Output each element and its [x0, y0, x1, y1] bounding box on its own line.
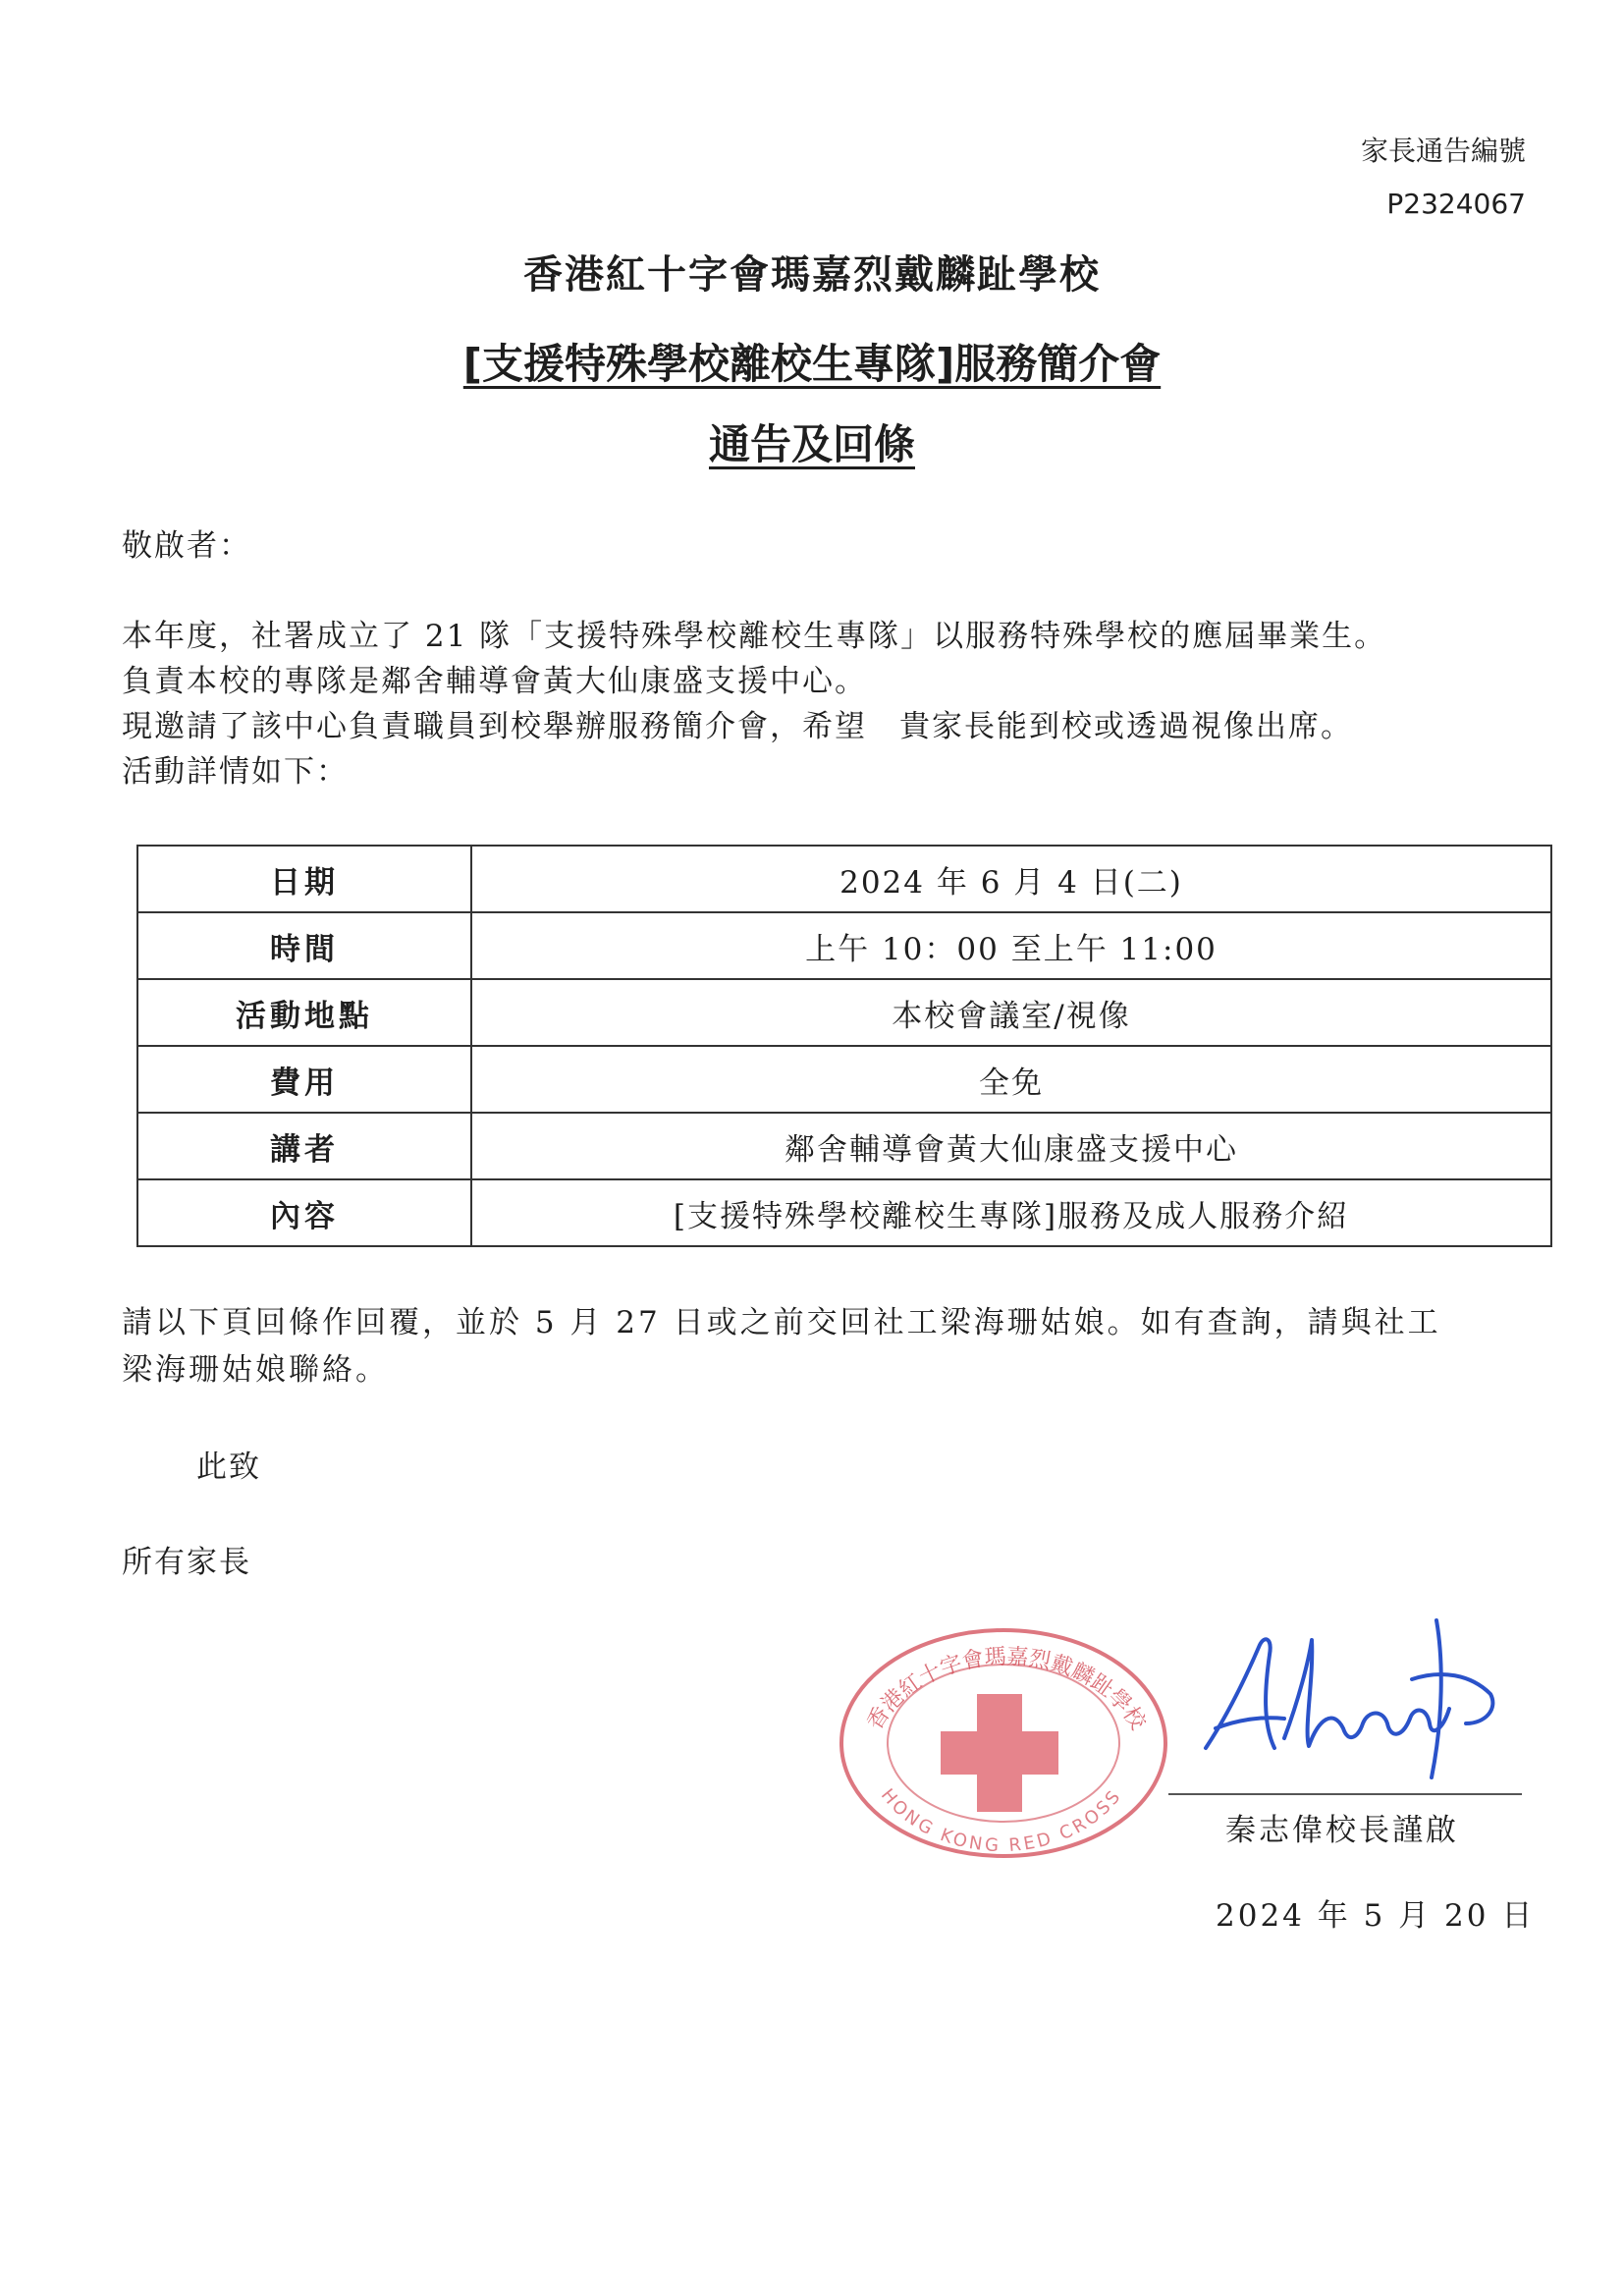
table-row	[137, 1046, 1551, 1113]
notice-subtitle-text: 通告及回條	[708, 420, 915, 468]
notice-subtitle	[0, 412, 1624, 471]
table-row	[137, 1179, 1551, 1246]
body-paragraph	[122, 614, 1386, 794]
recipient: 所有家長	[122, 1545, 251, 1580]
signatory: 秦志偉校長謹啟	[1225, 1813, 1459, 1848]
table-row	[137, 979, 1551, 1046]
closing: 此致	[196, 1449, 261, 1485]
row-label: 講者	[137, 1113, 471, 1179]
row-label: 活動地點	[137, 979, 471, 1046]
row-value: 上午 10：00 至上午 11:00	[471, 912, 1551, 979]
table-row	[137, 846, 1551, 912]
notice-title	[0, 332, 1624, 391]
seal-text-top: 香港紅十字會瑪嘉烈戴麟趾學校	[862, 1644, 1151, 1735]
notice-number-block	[92, 125, 1624, 231]
row-value: 鄰舍輔導會黃大仙康盛支援中心	[471, 1113, 1551, 1179]
row-value: [支援特殊學校離校生專隊]服務及成人服務介紹	[471, 1179, 1551, 1246]
row-value: 全免	[471, 1046, 1551, 1113]
seal-text-bottom: HONG KONG RED CROSS	[876, 1784, 1127, 1857]
notice-number: P2324067	[1386, 188, 1526, 220]
body-line: 活動詳情如下：	[122, 754, 349, 790]
body-line: 現邀請了該中心負責職員到校舉辦服務簡介會，希望 貴家長能到校或透過視像出席。	[122, 709, 1353, 744]
reply-line: 請以下頁回條作回覆，並於 5 月 27 日或之前交回社工梁海珊姑娘。如有查詢，請與社工	[122, 1305, 1441, 1340]
school-seal-stamp	[825, 1596, 1178, 1861]
row-label: 時間	[137, 912, 471, 979]
signature-line	[1168, 1793, 1522, 1795]
notice-title-text: [支援特殊學校離校生專隊]服務簡介會	[462, 340, 1162, 388]
table-row	[137, 912, 1551, 979]
row-label: 日期	[137, 846, 471, 912]
salutation: 敬啟者：	[122, 528, 251, 564]
table-row	[137, 1113, 1551, 1179]
principal-signature	[1186, 1601, 1520, 1797]
red-cross-icon	[941, 1694, 1058, 1812]
row-value: 2024 年 6 月 4 日(二)	[471, 846, 1551, 912]
body-line: 負責本校的專隊是鄰舍輔導會黃大仙康盛支援中心。	[122, 664, 867, 699]
school-name: 香港紅十字會瑪嘉烈戴麟趾學校	[523, 251, 1101, 298]
reply-line: 梁海珊姑娘聯絡。	[122, 1352, 389, 1388]
event-details-table	[136, 845, 1552, 1247]
row-label: 費用	[137, 1046, 471, 1113]
issue-date: 2024 年 5 月 20 日	[1216, 1898, 1536, 1934]
row-value: 本校會議室/視像	[471, 979, 1551, 1046]
body-line: 本年度，社署成立了 21 隊「支援特殊學校離校生專隊」以服務特殊學校的應屆畢業生。	[122, 619, 1387, 654]
notice-number-label: 家長通告編號	[1360, 135, 1526, 167]
reply-instructions	[122, 1299, 1441, 1394]
row-label: 內容	[137, 1179, 471, 1246]
